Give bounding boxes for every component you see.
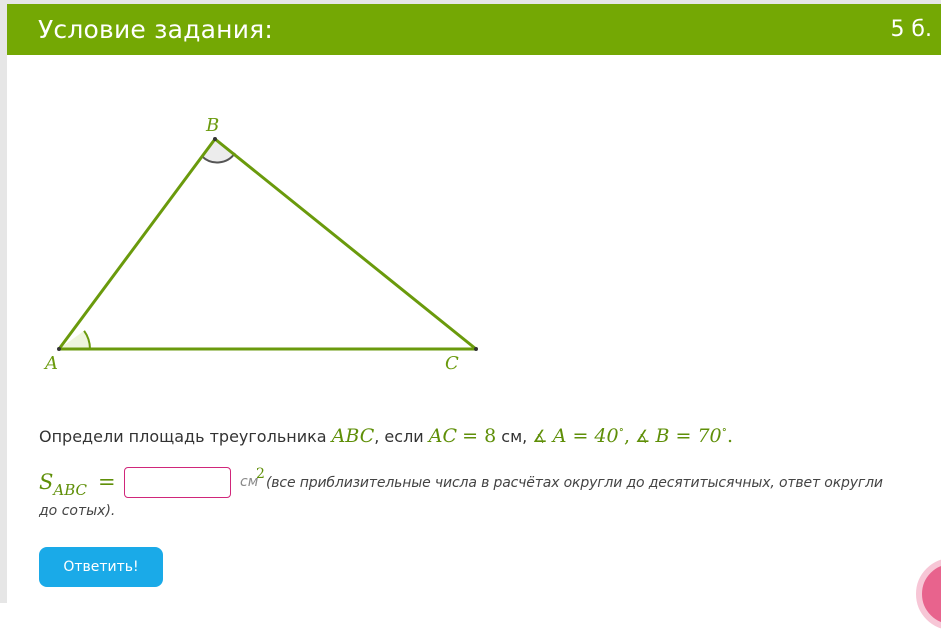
vertex-a-point (57, 347, 61, 351)
vertex-c-point (474, 347, 478, 351)
problem-triangle: ABC (331, 425, 375, 447)
triangle-abc (59, 139, 476, 349)
vertex-c-label: C (445, 353, 459, 374)
problem-side-value: = 8 (462, 425, 497, 447)
angle-icon: ∡ (635, 427, 651, 447)
area-label (39, 470, 88, 499)
problem-side: AC (428, 425, 458, 447)
angle-icon: ∡ (532, 427, 548, 447)
submit-answer-button[interactable]: Ответить! (39, 547, 163, 587)
problem-prefix: Определи площадь треугольника (39, 427, 327, 446)
task-points: 5 б. (890, 17, 932, 42)
area-subscript: ABC (53, 481, 88, 499)
vertex-a-label: A (45, 353, 58, 374)
vertex-b-point (213, 137, 217, 141)
rounding-hint-line2: до сотых). (39, 503, 116, 519)
answer-unit: см (240, 474, 259, 490)
problem-end: . (727, 425, 734, 447)
problem-if: , если (374, 427, 424, 446)
vertex-b-label: B (206, 115, 220, 136)
problem-statement (39, 423, 733, 447)
problem-separator: , (624, 425, 631, 447)
equals-sign: = (98, 470, 116, 494)
problem-angle-a: A = 40 (552, 425, 619, 447)
problem-angle-b: B = 70 (655, 425, 722, 447)
degree-sign-a: ∘ (618, 423, 624, 436)
degree-sign-b: ∘ (721, 423, 728, 436)
area-symbol: S (39, 470, 54, 494)
rounding-hint-line1: (все приблизительные числа в расчётах округли до десятитысячных, ответ округли (266, 475, 883, 491)
problem-side-unit: см, (501, 427, 528, 446)
task-title: Условие задания: (38, 15, 274, 44)
answer-unit-power: 2 (256, 466, 265, 482)
answer-input[interactable] (124, 467, 231, 498)
